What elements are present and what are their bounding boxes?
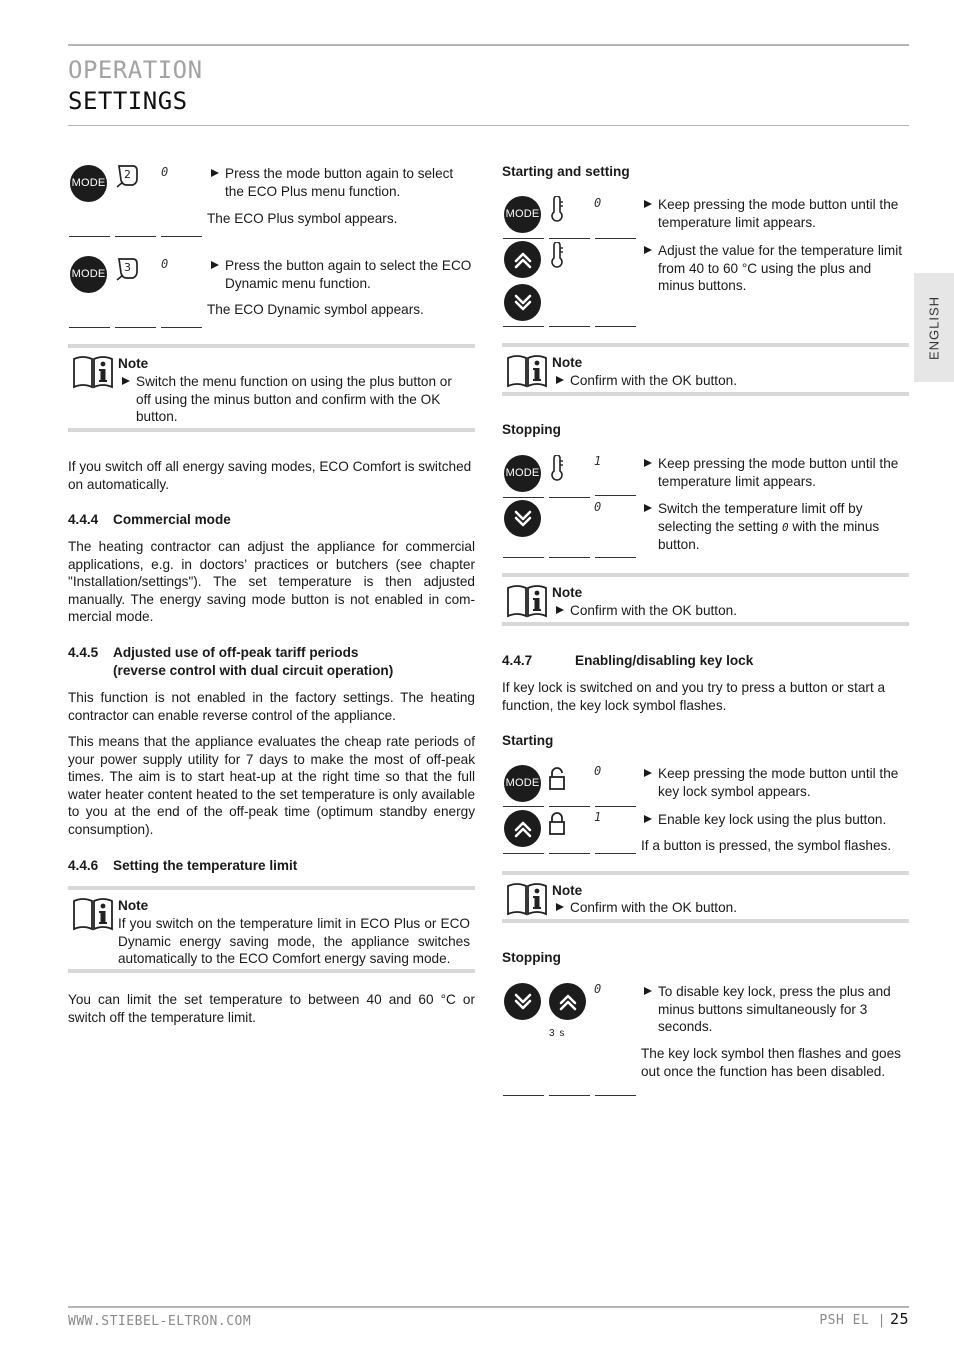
- display-underline: [549, 238, 590, 239]
- note-bar-bottom: [502, 622, 909, 626]
- section-heading: [68, 857, 297, 875]
- note-text: Confirm with the OK button.: [553, 899, 903, 917]
- display-digit: 1: [594, 454, 602, 468]
- display-underline: [595, 495, 636, 496]
- mode-button-icon: MODE: [504, 765, 541, 802]
- footer-separator: |: [877, 1313, 886, 1328]
- eco-dynamic-step: Press the button again to select the ECO Dynamic menu function.: [208, 257, 474, 292]
- display-underline: [503, 853, 544, 854]
- note-bar-bottom: [68, 428, 475, 432]
- note-bar-top: [68, 886, 475, 890]
- eco-dynamic-result: The ECO Dynamic symbol appears.: [207, 302, 424, 317]
- info-book-icon: [505, 880, 549, 916]
- note-text: Switch the menu function on using the plus button or off using the minus button and confirm with the OK button.: [119, 373, 469, 426]
- chevron-down-icon: [512, 991, 534, 1013]
- key-lock-step-1: Keep pressing the mode button until the key lock symbol appears.: [641, 765, 903, 800]
- plus-button-icon: [549, 983, 586, 1020]
- note-title: Note: [118, 356, 149, 371]
- thermometer-icon: [546, 455, 568, 481]
- display-digit: 0: [161, 165, 169, 179]
- display-underline: [549, 557, 590, 558]
- key-lock-step-2: Enable key lock using the plus button.: [641, 811, 903, 829]
- minus-button-icon: [504, 500, 541, 537]
- chevron-up-icon: [512, 818, 534, 840]
- note-bar-bottom: [502, 919, 909, 923]
- note-title: Note: [552, 883, 583, 898]
- info-book-icon: [71, 895, 115, 931]
- section-title-text: Adjusted use of off-peak tariff periods: [113, 645, 359, 660]
- stop-step-1: Keep pressing the mode button until the temperature limit appears.: [641, 455, 903, 490]
- language-tab: [914, 273, 954, 382]
- display-digit: 0: [594, 500, 602, 514]
- subheading-starting: Starting: [502, 733, 554, 748]
- start-step-1: Keep pressing the mode button until the temperature limit appears.: [641, 196, 903, 231]
- minus-button-icon: [504, 983, 541, 1020]
- section-number: 4.4.5: [68, 645, 99, 660]
- section-title-text: Commercial mode: [113, 512, 231, 527]
- display-underline: [595, 853, 636, 854]
- key-lock-paragraph: If key lock is switched on and you try to press a button or start a function, the key lock symbol flashes.: [502, 680, 886, 713]
- eco-comfort-paragraph: If you switch off all energy saving modes, ECO Comfort is switched on automatically.: [68, 459, 472, 492]
- subheading-stopping: Stopping: [502, 950, 561, 965]
- section-heading: [68, 511, 231, 529]
- display-underline: [549, 1095, 590, 1096]
- chevron-down-icon: [512, 508, 534, 530]
- page-number: 25: [889, 1310, 909, 1328]
- display-digit: 0: [594, 982, 602, 996]
- display-underline: [595, 806, 636, 807]
- stop-step-2: [641, 500, 903, 554]
- header-rule-bottom: [68, 125, 909, 126]
- section-number: 4.4.4: [68, 512, 99, 527]
- chevron-down-icon: [512, 292, 534, 314]
- display-digit: 1: [594, 810, 602, 824]
- display-underline: [115, 236, 156, 237]
- note-title: Note: [118, 898, 149, 913]
- info-book-icon: [71, 353, 115, 389]
- eco-plus-icon: [115, 163, 141, 189]
- display-underline: [595, 1095, 636, 1096]
- display-digit-inline: 0: [781, 520, 789, 534]
- eco-dynamic-icon: [115, 256, 141, 282]
- language-tab-label: ENGLISH: [926, 295, 942, 360]
- plus-button-icon: [504, 810, 541, 847]
- stop-step-2-text: with the minus button.: [658, 518, 880, 552]
- section-number: 4.4.7: [502, 653, 533, 668]
- display-underline: [161, 236, 202, 237]
- note-title: Note: [552, 355, 583, 370]
- note-bar-bottom: [502, 392, 909, 396]
- thermometer-icon: [546, 242, 568, 268]
- temperature-limit-paragraph: You can limit the set temperature to between 40 and 60 °C or switch off the temperature limit.: [68, 992, 475, 1025]
- display-underline: [503, 557, 544, 558]
- note-bar-top: [502, 343, 909, 347]
- eco-plus-result: The ECO Plus symbol appears.: [207, 211, 398, 226]
- mode-button-icon: MODE: [70, 165, 107, 202]
- note-bar-bottom: [68, 969, 475, 973]
- info-book-icon: [505, 352, 549, 388]
- display-underline: [503, 238, 544, 239]
- section-title-text: Setting the temperature limit: [113, 858, 298, 873]
- display-underline: [503, 806, 544, 807]
- display-digit: 0: [594, 764, 602, 778]
- eco-plus-step: Press the mode button again to select the ECO Plus menu function.: [208, 165, 474, 200]
- header-rule-top: [68, 44, 909, 46]
- note-text: Confirm with the OK button.: [553, 602, 903, 620]
- display-underline: [549, 806, 590, 807]
- section-heading: [502, 652, 753, 670]
- key-lock-stop-result: The key lock symbol then flashes and goes out once the function has been disabled.: [641, 1046, 901, 1079]
- display-underline: [69, 327, 110, 328]
- footer-doc-code: PSH EL: [819, 1313, 870, 1328]
- mode-button-icon: MODE: [504, 196, 541, 233]
- mode-button-icon: MODE: [504, 455, 541, 492]
- thermometer-icon: [546, 196, 568, 222]
- note-bar-top: [68, 344, 475, 348]
- section-title: OPERATION: [68, 56, 203, 84]
- note-bar-top: [502, 573, 909, 577]
- key-lock-result: If a button is pressed, the symbol flashes.: [641, 838, 892, 853]
- info-book-icon: [505, 582, 549, 618]
- note-title: Note: [552, 585, 583, 600]
- lock-closed-icon: [546, 810, 568, 836]
- section-heading: [68, 644, 358, 662]
- commercial-mode-paragraph: The heating contractor can adjust the appliance for commercial applications, e.g. in doctors’ practices or butchers (see chapter "Installation/settings"). The set temperature is then adjusted manually. The energy saving mode button is not enabled in com-mercial mode.: [68, 539, 475, 624]
- display-digit: 0: [594, 196, 602, 210]
- display-underline: [161, 327, 202, 328]
- section-heading-line2: (reverse control with dual circuit operation): [113, 663, 394, 678]
- minus-button-icon: [504, 284, 541, 321]
- note-bar-top: [502, 871, 909, 875]
- stop-step-2-text: Switch the temperature limit off by selecting the setting: [658, 501, 863, 534]
- display-digit: 0: [161, 257, 169, 271]
- page-title: SETTINGS: [68, 87, 188, 115]
- off-peak-paragraph-1: This function is not enabled in the factory settings. The heating contractor can enable reverse control of the appliance.: [68, 690, 475, 723]
- display-underline: [503, 497, 544, 498]
- off-peak-paragraph-2: This means that the appliance evaluates the cheap rate periods of your power supply utility for 7 days to make the most of off-peak times. The aim is to start heat-up at the right time so that the full water heater content heated to the set temperature is only available to you at the end of the off-peak time (optimum standby energy consumption).: [68, 734, 475, 837]
- lock-open-icon: [546, 765, 568, 791]
- display-underline: [595, 238, 636, 239]
- footer-page-info: [819, 1311, 909, 1330]
- display-underline: [595, 557, 636, 558]
- footer-rule: [68, 1306, 909, 1308]
- section-number: 4.4.6: [68, 858, 99, 873]
- display-underline: [115, 327, 156, 328]
- display-underline: [69, 236, 110, 237]
- footer-website: WWW.STIEBEL-ELTRON.COM: [68, 1314, 252, 1329]
- display-underline: [595, 326, 636, 327]
- chevron-up-icon: [512, 249, 534, 271]
- display-underline: [549, 853, 590, 854]
- display-underline: [549, 326, 590, 327]
- note-text: Confirm with the OK button.: [553, 372, 903, 390]
- display-underline: [503, 326, 544, 327]
- start-step-2: Adjust the value for the temperature limit from 40 to 60 °C using the plus and minus buttons.: [641, 242, 903, 295]
- mode-button-icon: MODE: [70, 256, 107, 293]
- display-underline: [549, 497, 590, 498]
- section-title-text: Enabling/disabling key lock: [575, 653, 754, 668]
- plus-button-icon: [504, 241, 541, 278]
- subheading-starting-setting: Starting and setting: [502, 164, 630, 179]
- chevron-up-icon: [557, 991, 579, 1013]
- note-text: If you switch on the temperature limit in ECO Plus or ECO Dynamic energy saving mode, the appliance switches automatically to the ECO Comfort energy saving mode.: [118, 916, 470, 966]
- hold-duration-label: 3 s: [549, 1028, 566, 1039]
- key-lock-stop-step: To disable key lock, press the plus and minus buttons simultaneously for 3 seconds.: [641, 983, 903, 1036]
- subheading-stopping: Stopping: [502, 422, 561, 437]
- display-underline: [503, 1095, 544, 1096]
